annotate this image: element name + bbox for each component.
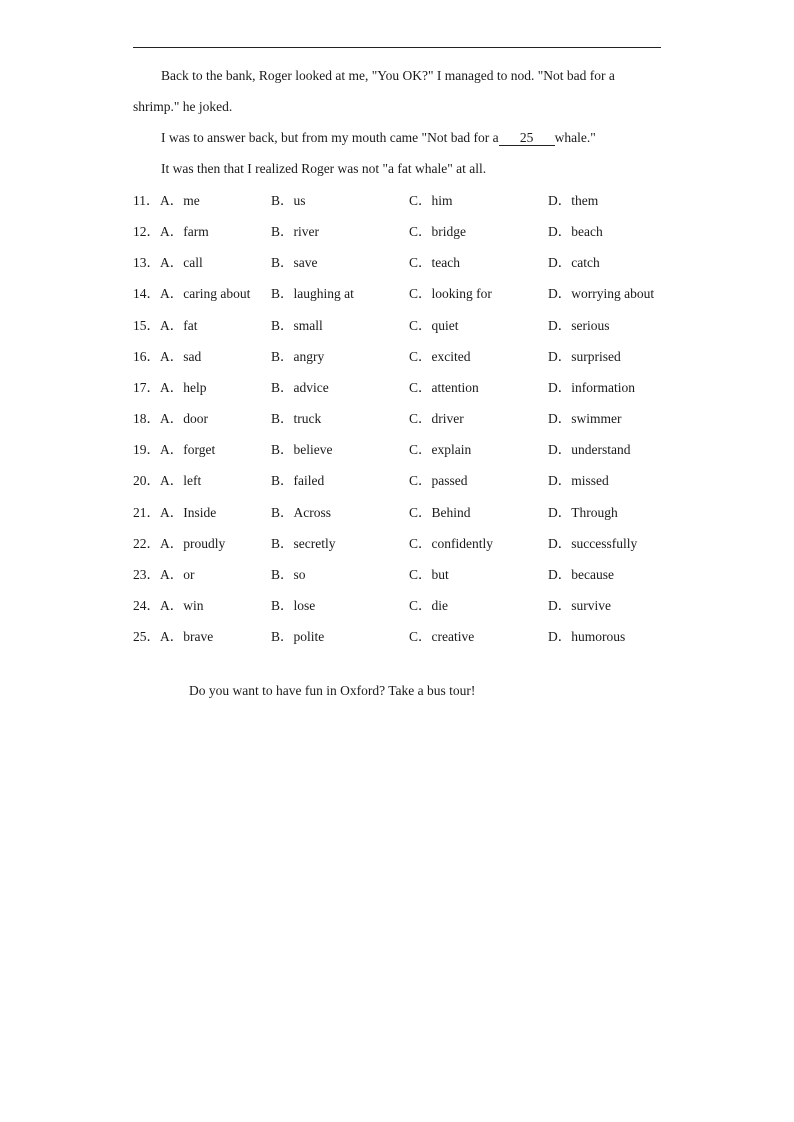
option-a [160, 348, 201, 366]
option-letter: D． [548, 286, 572, 302]
option-a [160, 535, 225, 553]
option-text: passed [431, 473, 468, 489]
option-letter: D． [548, 566, 572, 582]
question-row [133, 410, 673, 428]
question-row [133, 472, 673, 490]
option-a [160, 379, 207, 397]
option-letter: D． [548, 629, 572, 645]
option-a [160, 285, 250, 303]
option-c [409, 504, 471, 522]
option-text: win [183, 598, 204, 613]
question-number: 13． [133, 255, 160, 271]
option-letter: C． [409, 566, 432, 582]
option-text: me [183, 193, 200, 208]
option-text: bridge [431, 224, 467, 240]
next-passage-title: Do you want to have fun in Oxford? Take a bus tour! [189, 683, 476, 698]
option-text: us [293, 193, 306, 208]
question-number: 19． [133, 442, 160, 458]
option-text: caring about [183, 286, 251, 302]
question-number: 23． [133, 566, 160, 582]
question-row [133, 348, 673, 366]
option-d [548, 597, 611, 615]
option-letter: A． [160, 379, 184, 395]
option-text: secretly [293, 535, 336, 551]
question-number: 21． [133, 504, 160, 520]
option-text: swimmer [571, 411, 622, 426]
option-letter: A． [160, 286, 184, 302]
option-letter: D． [548, 504, 572, 520]
option-text: die [431, 598, 449, 613]
option-b [271, 410, 321, 428]
question-number: 14． [133, 286, 160, 302]
option-text: sad [183, 348, 202, 364]
option-d [548, 441, 630, 459]
option-d [548, 223, 603, 241]
question-number: 11． [133, 193, 160, 208]
option-b [271, 441, 333, 459]
option-letter: B． [271, 411, 294, 426]
option-letter: A． [160, 224, 184, 240]
option-b [271, 348, 324, 366]
question-row [133, 379, 673, 397]
option-c [409, 223, 466, 241]
question-row [133, 317, 673, 335]
option-letter: C． [409, 255, 432, 271]
option-text: beach [571, 224, 603, 240]
option-b [271, 472, 324, 490]
option-letter: B． [271, 504, 294, 520]
option-c [409, 317, 459, 335]
option-letter: D． [548, 224, 572, 240]
option-text: advice [293, 379, 329, 395]
option-c [409, 192, 453, 210]
option-a [160, 223, 209, 241]
option-b [271, 597, 315, 615]
passage-line-3 [161, 129, 691, 147]
option-text: Through [571, 504, 618, 520]
option-text: excited [431, 348, 471, 364]
question-number: 18． [133, 411, 160, 426]
option-a [160, 254, 203, 272]
option-letter: A． [160, 255, 184, 271]
option-letter: B． [271, 224, 294, 240]
option-d [548, 379, 635, 397]
option-letter: C． [409, 348, 432, 364]
option-letter: C． [409, 379, 432, 395]
option-letter: A． [160, 629, 184, 645]
question-number: 20． [133, 473, 160, 489]
option-letter: C． [409, 317, 432, 333]
option-letter: B． [271, 317, 294, 333]
option-letter: D． [548, 473, 572, 489]
option-b [271, 628, 324, 646]
option-letter: A． [160, 317, 184, 333]
option-text: truck [293, 411, 322, 426]
option-letter: C． [409, 224, 432, 240]
option-a [160, 504, 216, 522]
passage-line-4: It was then that I realized Roger was not "a fat whale" at all. [161, 161, 487, 176]
option-a [160, 441, 215, 459]
question-number: 12． [133, 224, 160, 240]
option-c [409, 535, 493, 553]
option-a [160, 317, 198, 335]
option-text: or [183, 566, 195, 582]
option-d [548, 535, 637, 553]
option-b [271, 192, 306, 210]
option-text: successfully [571, 535, 638, 551]
option-text: humorous [571, 629, 626, 645]
option-text: Behind [431, 504, 471, 520]
question-row [133, 504, 673, 522]
option-d [548, 566, 614, 584]
option-text: Across [293, 504, 332, 520]
option-c [409, 441, 471, 459]
option-letter: D． [548, 317, 572, 333]
option-text: missed [571, 473, 609, 489]
option-letter: A． [160, 598, 184, 613]
option-letter: B． [271, 348, 294, 364]
passage-line-2: shrimp." he joked. [133, 99, 233, 114]
option-text: brave [183, 629, 214, 645]
option-text: farm [183, 224, 209, 240]
option-text: worrying about [571, 286, 655, 302]
option-d [548, 410, 622, 428]
option-text: polite [293, 629, 325, 645]
option-text: forget [183, 442, 216, 458]
option-text: save [293, 255, 318, 271]
option-letter: B． [271, 566, 294, 582]
option-text: failed [293, 473, 325, 489]
option-b [271, 504, 331, 522]
header-rule [133, 47, 661, 48]
option-text: small [293, 317, 323, 333]
option-letter: B． [271, 473, 294, 489]
option-text: him [431, 193, 453, 208]
option-letter: D． [548, 442, 572, 458]
option-letter: B． [271, 442, 294, 458]
option-letter: A． [160, 442, 184, 458]
option-letter: A． [160, 411, 184, 426]
option-letter: D． [548, 535, 572, 551]
option-d [548, 504, 618, 522]
option-letter: D． [548, 379, 572, 395]
option-c [409, 379, 479, 397]
question-row [133, 628, 673, 646]
option-letter: D． [548, 598, 572, 613]
option-letter: C． [409, 193, 432, 208]
option-letter: D． [548, 348, 572, 364]
question-number: 16． [133, 348, 160, 364]
option-text: quiet [431, 317, 459, 333]
question-row [133, 223, 673, 241]
option-text: left [183, 473, 202, 489]
option-text: serious [571, 317, 610, 333]
option-c [409, 566, 449, 584]
question-row [133, 441, 673, 459]
option-letter: C． [409, 535, 432, 551]
option-letter: B． [271, 379, 294, 395]
option-text: lose [293, 598, 316, 613]
question-number: 15． [133, 317, 160, 333]
option-text: explain [431, 442, 472, 458]
option-a [160, 410, 208, 428]
option-text: survive [571, 598, 611, 613]
option-d [548, 285, 654, 303]
question-number: 24． [133, 598, 160, 613]
passage-line-3-before: I was to answer back, but from my mouth came "Not bad for a [161, 130, 499, 145]
option-text: attention [431, 379, 479, 395]
option-letter: B． [271, 535, 294, 551]
option-text: proudly [183, 535, 226, 551]
option-text: call [183, 255, 203, 271]
option-c [409, 254, 460, 272]
question-row [133, 285, 673, 303]
option-b [271, 566, 306, 584]
option-b [271, 317, 323, 335]
option-text: river [293, 224, 319, 240]
question-row [133, 254, 673, 272]
option-letter: D． [548, 411, 572, 426]
option-letter: C． [409, 411, 432, 426]
option-letter: B． [271, 598, 294, 613]
option-letter: C． [409, 629, 432, 645]
option-a [160, 597, 204, 615]
option-text: fat [183, 317, 198, 333]
option-letter: A． [160, 348, 184, 364]
option-c [409, 348, 471, 366]
option-text: Inside [183, 504, 217, 520]
option-d [548, 192, 598, 210]
option-text: looking for [431, 286, 492, 302]
option-text: door [183, 411, 208, 426]
option-c [409, 628, 474, 646]
option-letter: A． [160, 535, 184, 551]
option-text: creative [431, 629, 475, 645]
option-letter: B． [271, 629, 294, 645]
option-text: but [431, 566, 449, 582]
option-letter: D． [548, 255, 572, 271]
question-row [133, 192, 673, 210]
option-letter: C． [409, 442, 432, 458]
option-text: information [571, 379, 635, 395]
passage-line-1: Back to the bank, Roger looked at me, "You OK?" I managed to nod. "Not bad for a [161, 68, 615, 83]
question-number: 22． [133, 535, 160, 551]
option-text: understand [571, 442, 631, 458]
option-text: teach [431, 255, 460, 271]
option-text: help [183, 379, 207, 395]
question-number: 25． [133, 629, 160, 645]
question-row [133, 597, 673, 615]
question-row [133, 535, 673, 553]
option-letter: A． [160, 473, 184, 489]
option-c [409, 410, 464, 428]
option-d [548, 472, 609, 490]
option-text: catch [571, 255, 600, 271]
option-text: because [571, 566, 614, 582]
option-letter: C． [409, 286, 432, 302]
option-b [271, 379, 329, 397]
answer-blank-25: 25 [499, 131, 555, 146]
option-letter: B． [271, 255, 294, 271]
passage-line-3-after: whale." [554, 130, 596, 145]
option-letter: B． [271, 193, 294, 208]
option-a [160, 566, 195, 584]
option-text: believe [293, 442, 333, 458]
option-c [409, 472, 468, 490]
option-letter: A． [160, 504, 184, 520]
option-letter: C． [409, 504, 432, 520]
option-text: confidently [431, 535, 493, 551]
option-letter: D． [548, 193, 572, 208]
option-text: angry [293, 348, 325, 364]
option-d [548, 317, 610, 335]
option-a [160, 472, 201, 490]
option-c [409, 597, 448, 615]
option-letter: C． [409, 473, 432, 489]
option-c [409, 285, 492, 303]
option-letter: B． [271, 286, 294, 302]
option-a [160, 628, 213, 646]
option-letter: A． [160, 566, 184, 582]
option-b [271, 223, 319, 241]
option-a [160, 192, 200, 210]
option-letter: A． [160, 193, 184, 208]
option-d [548, 628, 625, 646]
option-text: surprised [571, 348, 621, 364]
option-text: driver [431, 411, 464, 426]
option-b [271, 535, 336, 553]
option-text: so [293, 566, 306, 582]
option-d [548, 348, 621, 366]
option-letter: C． [409, 598, 432, 613]
question-number: 17． [133, 379, 160, 395]
question-row [133, 566, 673, 584]
option-b [271, 254, 318, 272]
option-text: them [571, 193, 599, 208]
option-d [548, 254, 600, 272]
option-b [271, 285, 354, 303]
option-text: laughing at [293, 286, 354, 302]
